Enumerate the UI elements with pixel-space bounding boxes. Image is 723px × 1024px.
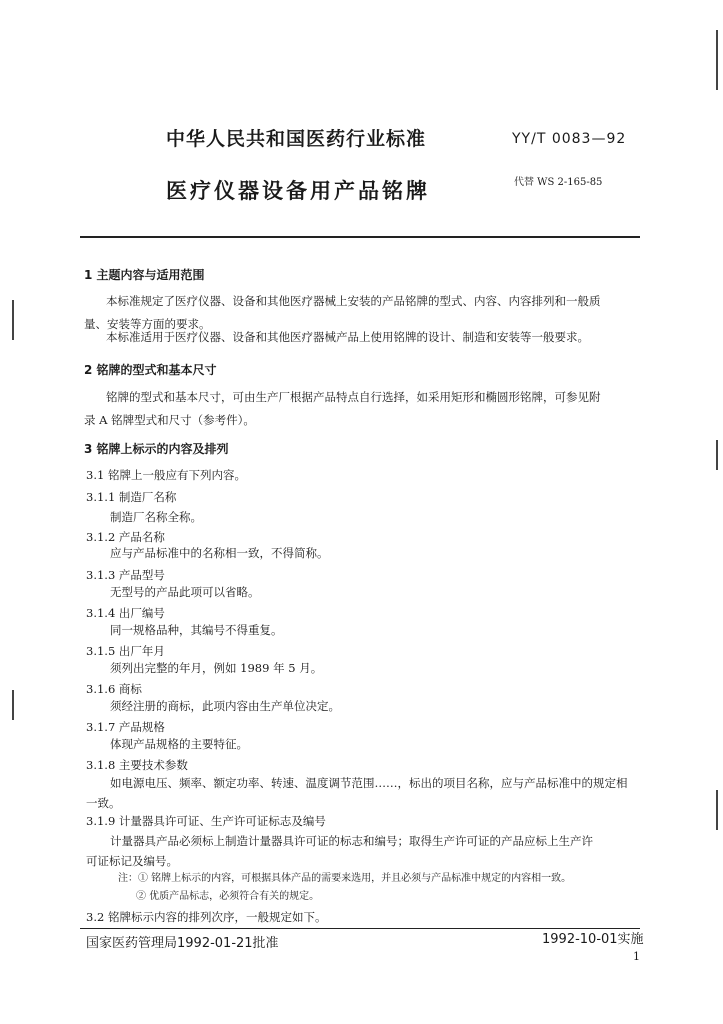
- clause-3-1-4: 3.1.4 出厂编号: [86, 606, 165, 620]
- clause-text: 计量器具产品必须标上制造计量器具许可证的标志和编号；取得生产许可证的产品应标上生产许: [110, 834, 593, 848]
- clause-3-1-7: 3.1.7 产品规格: [86, 720, 165, 734]
- section-1-heading: 1 主题内容与适用范围: [84, 268, 205, 282]
- clause-text: 制造厂名称全称。: [110, 510, 202, 524]
- scan-edge-mark: [716, 790, 718, 830]
- section-3-heading: 3 铭牌上标示的内容及排列: [84, 442, 229, 456]
- replaces-note: 代替 WS 2-165-85: [514, 177, 603, 188]
- clause-text: 应与产品标准中的名称相一致，不得简称。: [110, 546, 329, 560]
- clause-text: 体现产品规格的主要特征。: [110, 737, 248, 751]
- scan-edge-mark: [716, 30, 718, 90]
- paragraph-line: 本标准适用于医疗仪器、设备和其他医疗器械产品上使用铭牌的设计、制造和安装等一般要求。: [106, 330, 589, 344]
- clause-text: 一致。: [86, 796, 121, 810]
- page-number: 1: [633, 950, 640, 963]
- approval-note: 国家医药管理局1992-01-21批准: [86, 936, 279, 951]
- clause-3-2: 3.2 铭牌标示内容的排列次序，一般规定如下。: [86, 910, 327, 924]
- document-title: 医疗仪器设备用产品铭牌: [166, 179, 430, 203]
- paragraph-line: 本标准规定了医疗仪器、设备和其他医疗器械上安装的产品铭牌的型式、内容、内容排列和一般质: [106, 294, 601, 308]
- paragraph-line: 量、安装等方面的要求。: [84, 317, 211, 331]
- header-rule: [80, 236, 640, 238]
- clause-3-1-6: 3.1.6 商标: [86, 682, 142, 696]
- clause-3-1: 3.1 铭牌上一般应有下列内容。: [86, 468, 246, 482]
- clause-text: 同一规格品种，其编号不得重复。: [110, 623, 283, 637]
- section-2-heading: 2 铭牌的型式和基本尺寸: [84, 363, 217, 377]
- note-1: 注：① 铭牌上标示的内容，可根据具体产品的需要来选用，并且必须与产品标准中规定的内容相一致。: [118, 873, 572, 884]
- clause-text: 可证标记及编号。: [86, 854, 178, 868]
- clause-3-1-3: 3.1.3 产品型号: [86, 568, 165, 582]
- clause-text: 须列出完整的年月，例如 1989 年 5 月。: [110, 661, 323, 675]
- clause-3-1-5: 3.1.5 出厂年月: [86, 644, 165, 658]
- clause-3-1-2: 3.1.2 产品名称: [86, 530, 165, 544]
- scan-edge-mark: [12, 690, 14, 720]
- clause-text: 如电源电压、频率、额定功率、转速、温度调节范围……，标出的项目名称，应与产品标准中的规定相: [110, 776, 628, 790]
- organization-title: 中华人民共和国医药行业标准: [166, 128, 427, 150]
- scan-edge-mark: [12, 300, 14, 340]
- note-2: ② 优质产品标志，必须符合有关的规定。: [136, 891, 320, 902]
- paragraph-line: 铭牌的型式和基本尺寸，可由生产厂根据产品特点自行选择，如采用矩形和椭圆形铭牌，可参见附: [106, 390, 601, 404]
- paragraph-line: 录 A 铭牌型式和尺寸（参考件）。: [84, 413, 255, 427]
- clause-text: 无型号的产品此项可以省略。: [110, 585, 260, 599]
- clause-3-1-8: 3.1.8 主要技术参数: [86, 758, 188, 772]
- clause-3-1-9: 3.1.9 计量器具许可证、生产许可证标志及编号: [86, 814, 326, 828]
- implementation-note: 1992-10-01实施: [542, 932, 644, 947]
- scan-edge-mark: [716, 440, 718, 470]
- clause-3-1-1: 3.1.1 制造厂名称: [86, 490, 177, 504]
- clause-text: 须经注册的商标，此项内容由生产单位决定。: [110, 699, 340, 713]
- standard-code: YY/T 0083—92: [512, 131, 627, 147]
